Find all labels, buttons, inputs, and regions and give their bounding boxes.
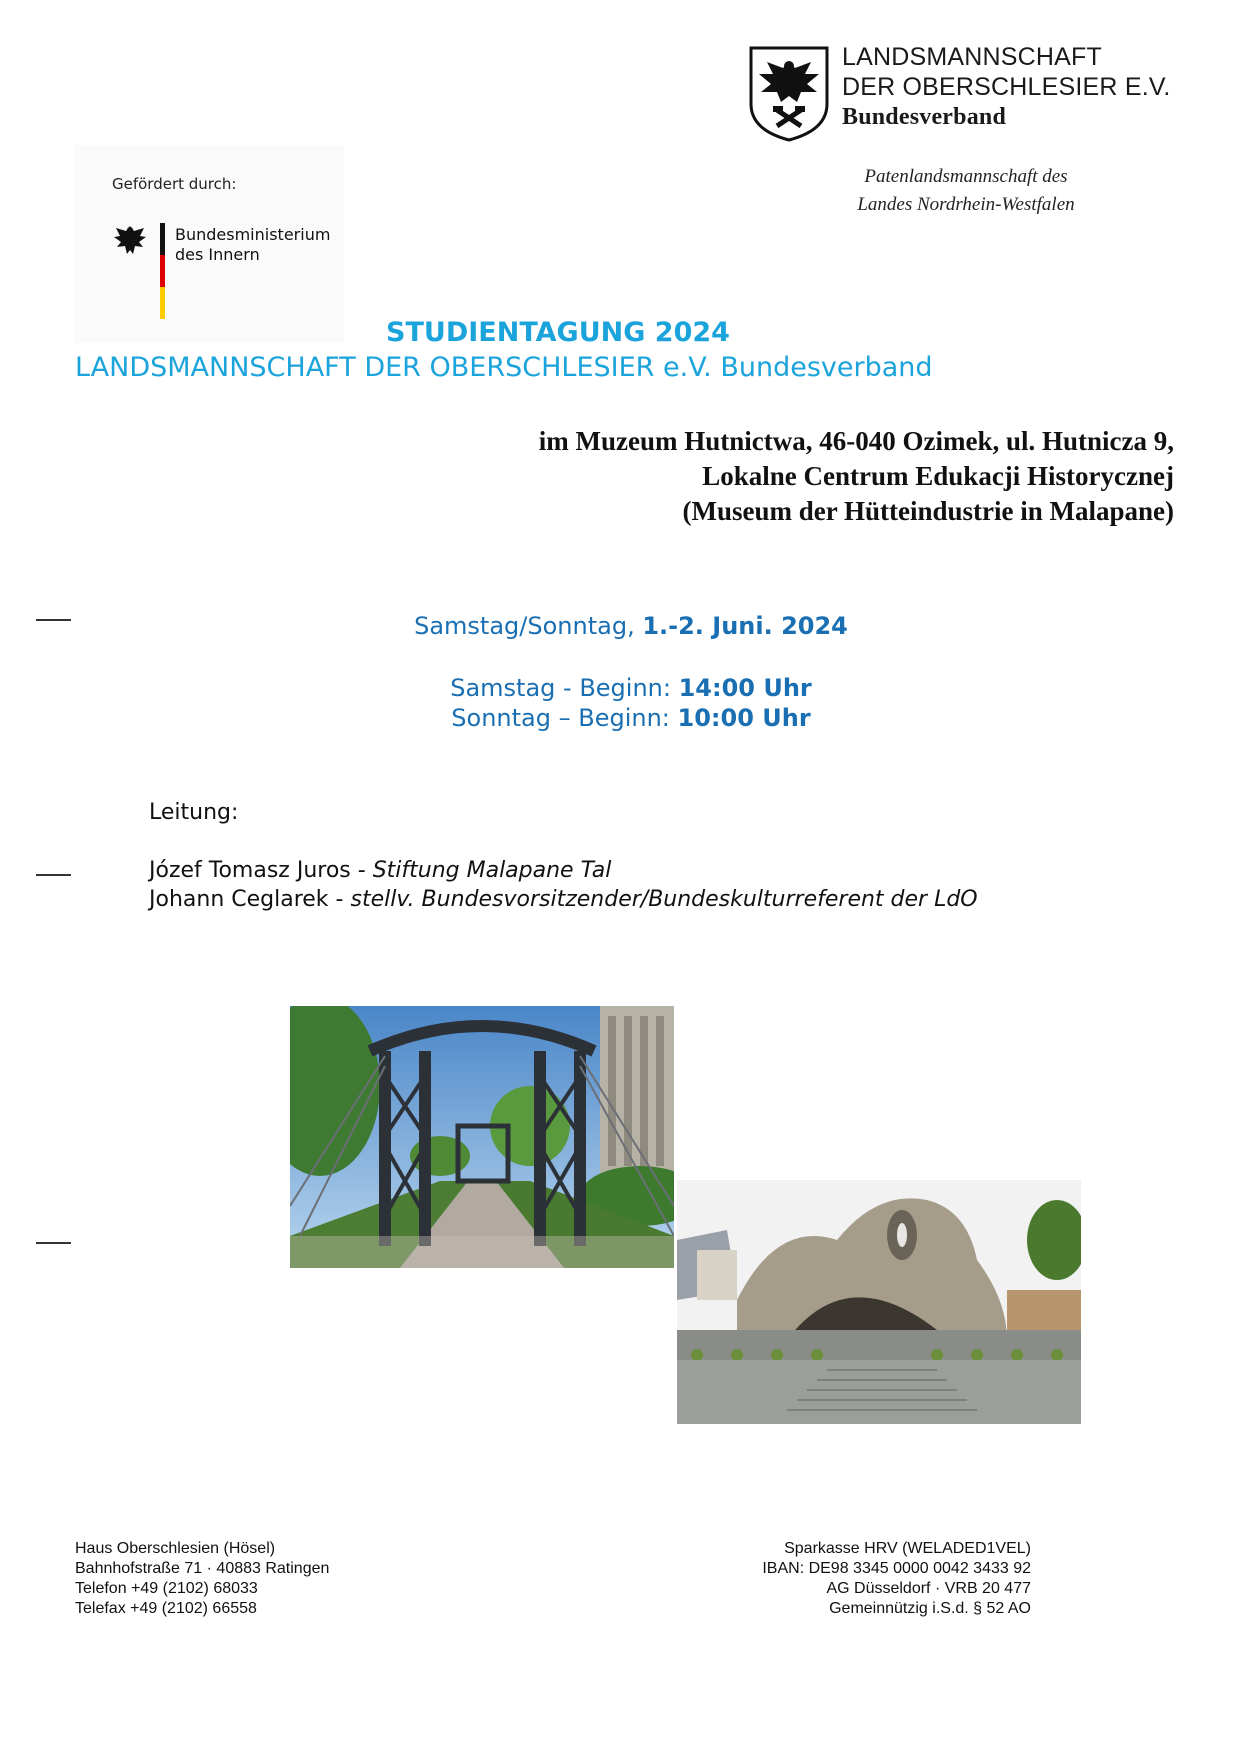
funding-logo: [74, 145, 344, 343]
saturday-label: Samstag - Beginn:: [450, 674, 679, 702]
footer-right-line: IBAN: DE98 3345 0000 0042 3433 92: [762, 1560, 1031, 1577]
flag-gold: [160, 287, 165, 319]
fold-mark: [36, 1242, 71, 1244]
ministry-line2: des Innern: [175, 245, 260, 264]
patron-line2: Landes Nordrhein-Westfalen: [857, 194, 1075, 215]
leader-1-role: Stiftung Malapane Tal: [372, 858, 612, 883]
event-title: STUDIENTAGUNG 2024: [386, 317, 730, 348]
footer-address: [75, 1539, 329, 1619]
footer-left-line: Haus Oberschlesien (Hösel): [75, 1540, 276, 1557]
ministry-line1: Bundesministerium: [175, 225, 331, 244]
org-name-line3: Bundesverband: [842, 104, 1006, 130]
venue-line2: Lokalne Centrum Edukacji Historycznej: [702, 461, 1174, 491]
leader-1-name: Józef Tomasz Juros -: [149, 858, 373, 883]
venue-line1: im Muzeum Hutnictwa, 46-040 Ozimek, ul. Hutnicza 9,: [538, 426, 1174, 456]
footer-left-line: Telefax +49 (2102) 66558: [75, 1600, 257, 1617]
sunday-label: Sonntag – Beginn:: [451, 704, 678, 732]
leader-2-role: stellv. Bundesvorsitzender/Bundeskulturreferent der LdO: [350, 887, 978, 912]
flag-stripe: [160, 223, 165, 319]
dates-value: 1.-2. Juni. 2024: [642, 612, 848, 640]
org-name-line2: DER OBERSCHLESIER E.V.: [842, 73, 1171, 101]
punch-mark: [36, 874, 71, 876]
patron-line1: Patenlandsmannschaft des: [864, 166, 1068, 187]
leadership-list: [149, 856, 978, 914]
leader-2: [149, 885, 978, 914]
funding-lead: Gefördert durch:: [112, 175, 237, 193]
footer-bank: [762, 1539, 1031, 1619]
dates-label: Samstag/Sonntag,: [414, 612, 643, 640]
event-organizer: LANDSMANNSCHAFT DER OBERSCHLESIER e.V. Bundesverband: [75, 352, 933, 383]
flag-red: [160, 255, 165, 287]
org-name-line1: LANDSMANNSCHAFT: [842, 43, 1102, 71]
venue-block: [539, 424, 1174, 529]
org-name: [842, 42, 1171, 132]
footer-right-line: Sparkasse HRV (WELADED1VEL): [784, 1540, 1031, 1557]
grotto-photo: [677, 1180, 1081, 1424]
leader-2-name: Johann Ceglarek -: [149, 887, 351, 912]
footer-right-line: Gemeinnützig i.S.d. § 52 AO: [829, 1600, 1031, 1617]
footer-right-line: AG Düsseldorf · VRB 20 477: [826, 1580, 1031, 1597]
leader-1: [149, 856, 978, 885]
flag-black: [160, 223, 165, 255]
venue-line3: (Museum der Hütteindustrie in Malapane): [682, 496, 1174, 526]
sunday-start: [0, 704, 1240, 732]
sunday-time: 10:00 Uhr: [677, 704, 811, 732]
eagle-shield-icon: [747, 44, 831, 142]
footer-left-line: Telefon +49 (2102) 68033: [75, 1580, 258, 1597]
footer-left-line: Bahnhofstraße 71 · 40883 Ratingen: [75, 1560, 330, 1577]
saturday-start: [0, 674, 1240, 702]
bridge-photo: [290, 1006, 674, 1268]
event-dates: [0, 612, 1240, 640]
leadership-heading: Leitung:: [149, 800, 239, 825]
patron-note: [846, 163, 1086, 219]
federal-eagle-icon: [112, 223, 148, 259]
ministry-name: [175, 225, 330, 265]
saturday-time: 14:00 Uhr: [678, 674, 812, 702]
